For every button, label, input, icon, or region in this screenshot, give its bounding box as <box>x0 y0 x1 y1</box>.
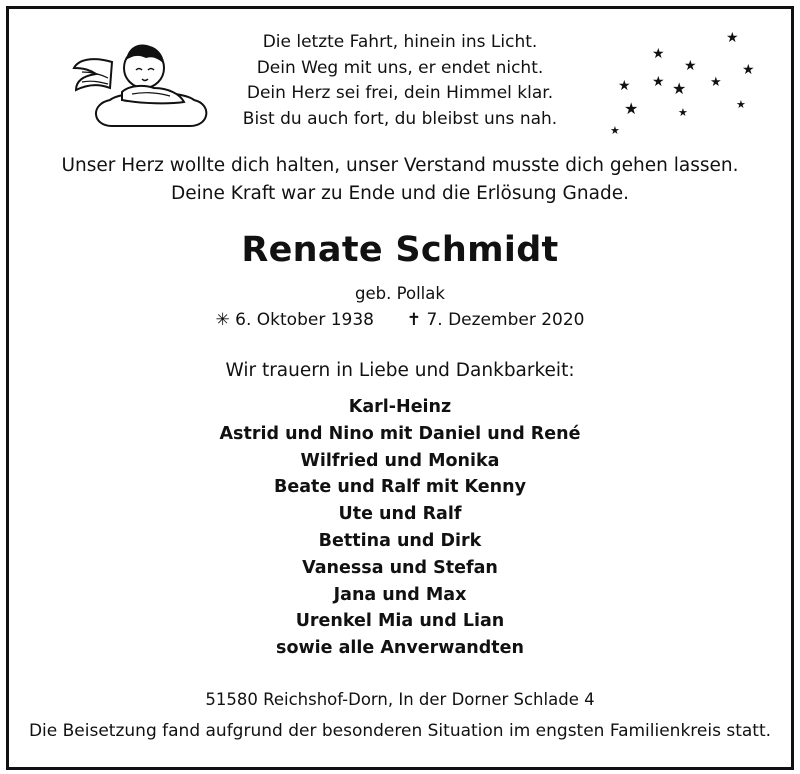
mourning-line: Wir trauern in Liebe und Dankbarkeit: <box>225 360 575 381</box>
svg-text:★: ★ <box>736 98 746 111</box>
address: 51580 Reichshof-Dorn, In der Dorner Schlade 4 <box>205 690 595 709</box>
stars-icon <box>600 24 760 144</box>
svg-text:★: ★ <box>624 99 639 118</box>
family-member: Astrid und Nino mit Daniel und René <box>219 423 581 444</box>
svg-text:★: ★ <box>672 79 687 98</box>
quote <box>0 152 800 208</box>
family-member: Vanessa und Stefan <box>302 557 498 578</box>
svg-text:★: ★ <box>678 106 688 119</box>
quote-line: Unser Herz wollte dich halten, unser Verstand musste dich gehen lassen. <box>61 155 739 176</box>
deceased-name: Renate Schmidt <box>241 230 559 270</box>
family-member: Beate und Ralf mit Kenny <box>273 477 526 498</box>
maiden-name: geb. Pollak <box>355 284 445 303</box>
svg-text:★: ★ <box>652 74 665 90</box>
poem-line: Dein Herz sei frei, dein Himmel klar. <box>246 83 554 103</box>
life-dates <box>0 310 800 330</box>
poem-line: Die letzte Fahrt, hinein ins Licht. <box>262 32 538 52</box>
death-date: 7. Dezember 2020 <box>426 310 585 330</box>
family-member: Bettina und Dirk <box>318 530 482 551</box>
family-member: Ute und Ralf <box>338 504 462 525</box>
cross-icon: ✝ <box>406 310 422 330</box>
birth-date: 6. Oktober 1938 <box>235 310 374 330</box>
svg-text:★: ★ <box>710 75 722 90</box>
quote-line: Deine Kraft war zu Ende und die Erlösung Gnade. <box>171 183 629 204</box>
birth-icon: ✳ <box>215 310 230 330</box>
svg-text:★: ★ <box>726 30 739 46</box>
family-list <box>0 394 800 662</box>
funeral-note: Die Beisetzung fand aufgrund der besonderen Situation im engsten Familienkreis statt. <box>28 721 772 741</box>
family-member: Urenkel Mia und Lian <box>295 611 505 632</box>
svg-text:★: ★ <box>684 58 697 74</box>
family-member: Karl-Heinz <box>348 397 452 417</box>
poem-line: Bist du auch fort, du bleibst uns nah. <box>242 108 558 129</box>
svg-text:★: ★ <box>652 46 665 62</box>
svg-text:★: ★ <box>742 62 755 78</box>
svg-text:★: ★ <box>610 124 620 137</box>
family-member: Wilfried und Monika <box>300 450 500 471</box>
svg-text:★: ★ <box>618 78 631 94</box>
poem-line: Dein Weg mit uns, er endet nicht. <box>256 57 544 78</box>
family-member: sowie alle Anverwandten <box>276 638 524 659</box>
family-member: Jana und Max <box>333 584 467 605</box>
